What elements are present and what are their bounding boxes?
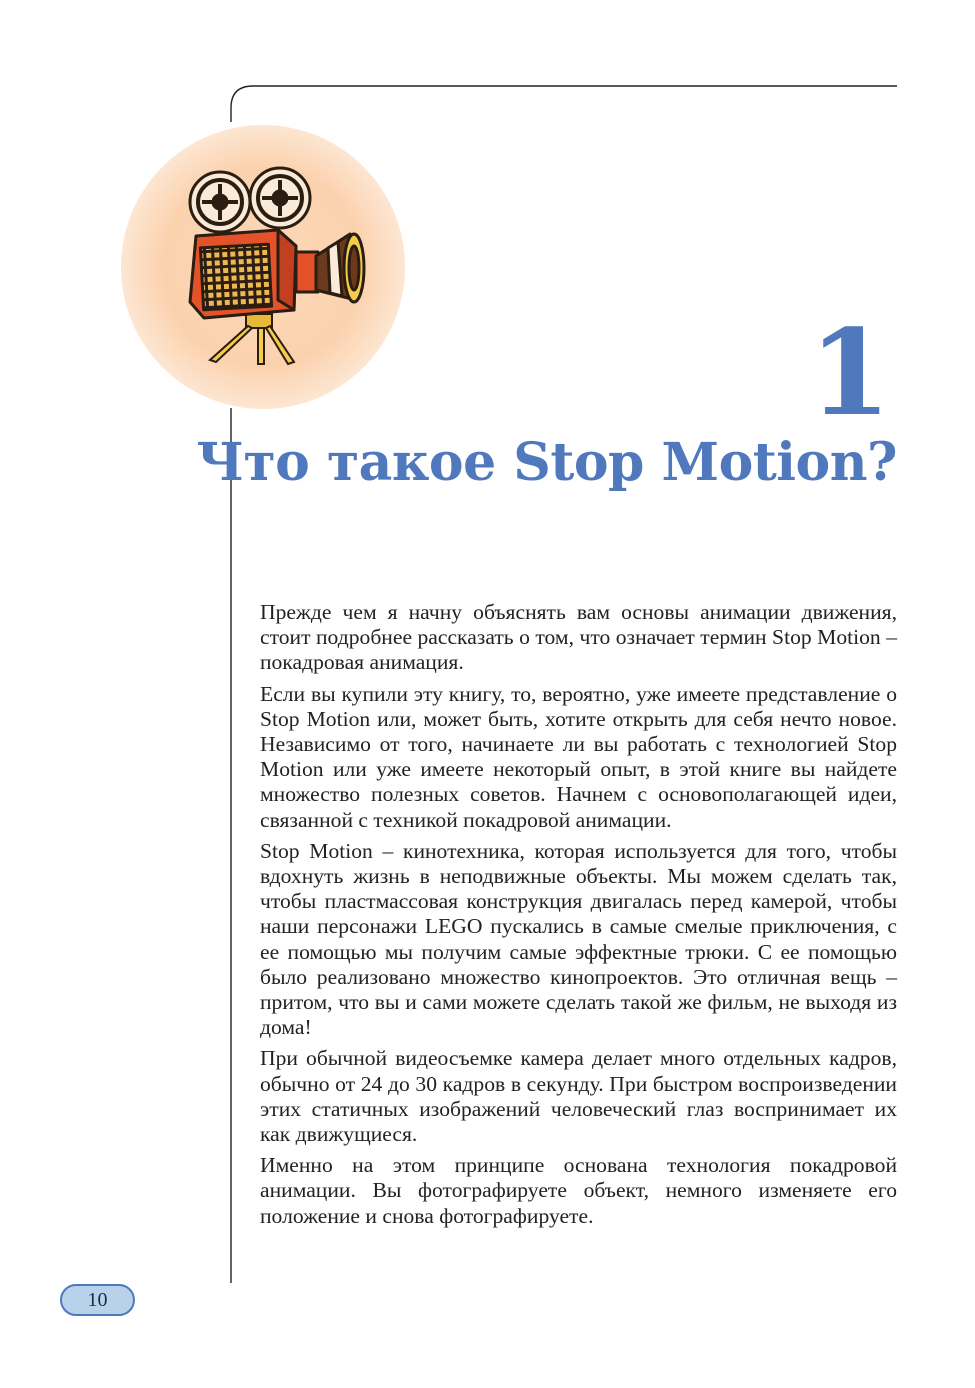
- paragraph: Именно на этом принципе основана технология покадровой анимации. Вы фотографируете объект, немного изменяете его положение и снова фотографируете.: [260, 1153, 897, 1228]
- frame-top-rule: [231, 86, 897, 122]
- paragraph: Прежде чем я начну объяснять вам основы анимации движения, стоит подробнее рассказать о том, что означает термин Stop Motion – покадровая анимация.: [260, 600, 897, 675]
- paragraph: При обычной видеосъемке камера делает много отдельных кадров, обычно от 24 до 30 кадров в секунду. При быстром воспроизведении этих статичных изображений человеческий глаз воспринимает их как движущиеся.: [260, 1046, 897, 1147]
- chapter-number: 1: [808, 303, 891, 442]
- chapter-title: Что такое Stop Motion?: [196, 432, 897, 493]
- page-number-badge: 10: [60, 1284, 135, 1316]
- body-text: [260, 600, 897, 1235]
- movie-camera-icon: [118, 122, 408, 412]
- paragraph: Stop Motion – кинотехника, которая используется для того, чтобы вдохнуть жизнь в неподвижные объекты. Мы можем сделать так, чтобы пластмассовая конструкция двигалась перед камерой, чтобы наши персонажи LEGO пускались в самые смелые приключения, с ее помощью мы получим самые эффектные трюки. С ее помощью было реализовано множество кинопроектов. Это отличная вещь – притом, что вы и сами можете сделать такой же фильм, не выходя из дома!: [260, 838, 897, 1040]
- paragraph: Если вы купили эту книгу, то, вероятно, уже имеете представление о Stop Motion или, может быть, хотите открыть для себя нечто новое. Независимо от того, начинаете ли вы работать с технологией Stop Motion или уже имеете некоторый опыт, в этой книге вы найдете множество полезных советов. Начнем с основополагающей идеи, связанной с техникой покадровой анимации.: [260, 681, 897, 832]
